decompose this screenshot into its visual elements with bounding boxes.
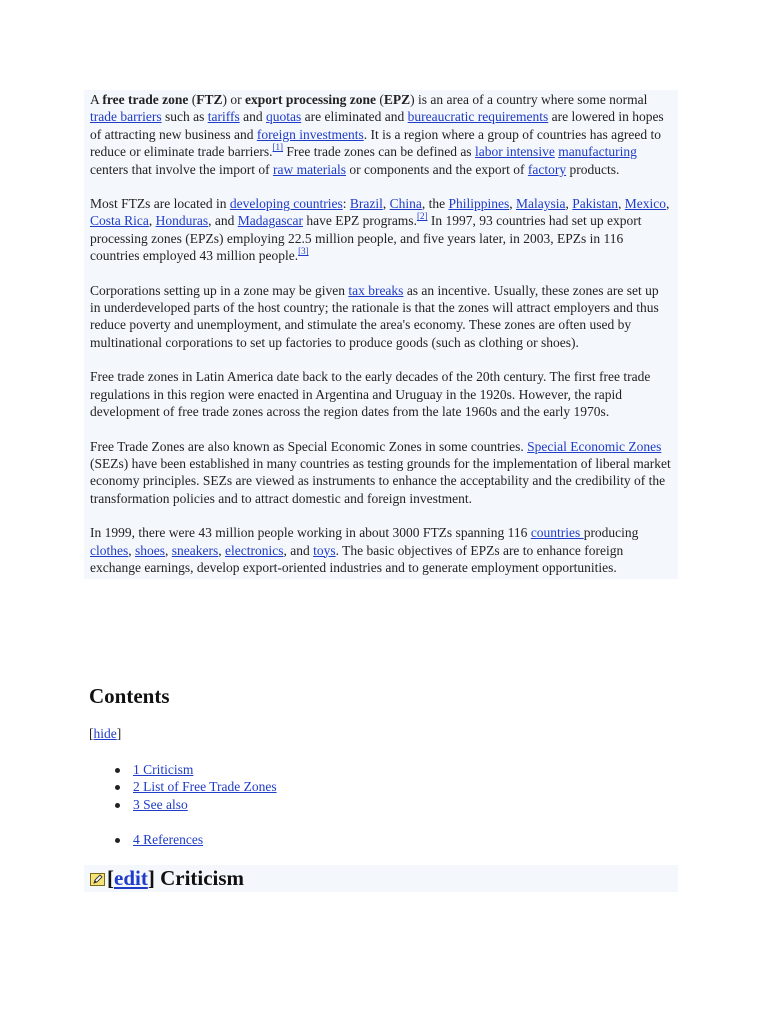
toc-item [115, 796, 277, 813]
criticism-heading-title: Criticism [154, 866, 245, 890]
contents-heading: Contents [89, 684, 170, 708]
criticism-section-heading: [edit] Criticism [84, 865, 678, 892]
link-china[interactable]: China [389, 196, 422, 212]
link-pakistan[interactable]: Pakistan [572, 196, 618, 212]
intro-paragraph-3: Corporations setting up in a zone may be given tax breaks as an incentive. Usually, these zones are set up in underdeveloped parts of the host country; the rationale is that the zones will attract employers and thus reduce poverty and unemployment, and stimulate the area's economy. These zones are often used by multinational corporations to set up factories to produce goods (such as clothing or shoes). [90, 282, 659, 350]
link-honduras[interactable]: Honduras [155, 213, 209, 229]
link-factory[interactable]: factory [527, 161, 567, 177]
term-epz: EPZ [383, 92, 411, 107]
term-export-processing-zone: export processing zone [245, 92, 376, 107]
link-developing-countries[interactable]: developing countries [229, 196, 343, 212]
link-trade-barriers[interactable]: trade barriers [90, 109, 162, 125]
link-sneakers[interactable]: sneakers [171, 542, 219, 558]
link-electronics[interactable]: electronics [224, 542, 284, 558]
intro-paragraph-2: Most FTZs are located in developing countries: Brazil, China, the Philippines, Malaysia, Pakistan, Mexico, Costa Rica, Honduras, and Madagascar have EPZ programs.[2] In 1997, 93 countries had set up export processing zones (EPZs) employing 22.5 million people, and five years later, in 2003, EPZs in 116 countries employed 43 million people.[3] [90, 196, 670, 264]
hide-link[interactable]: hide [93, 726, 117, 741]
link-special-economic-zones[interactable]: Special Economic Zones [527, 438, 662, 454]
pencil-edit-icon[interactable] [90, 873, 105, 886]
table-of-contents [115, 761, 277, 848]
toc-link-list-of-free-trade-zones[interactable]: 2 List of Free Trade Zones [133, 779, 277, 795]
link-foreign-investments[interactable]: foreign investments [256, 126, 364, 142]
link-countries[interactable]: countries [530, 525, 584, 541]
link-philippines[interactable]: Philippines [448, 196, 510, 212]
edit-section-link[interactable]: edit [114, 866, 148, 890]
reference-1-link[interactable]: [1] [272, 142, 284, 153]
intro-paragraph-5: Free Trade Zones are also known as Special Economic Zones in some countries. Special Economic Zones (SEZs) have been established in many countries as testing grounds for the implementation of liberal market economy principles. SEZs are viewed as instruments to enhance the acceptability and the credibility of the transformation policies and to attract domestic and foreign investment. [90, 438, 671, 506]
link-shoes[interactable]: shoes [135, 542, 165, 558]
toc-link-criticism[interactable]: 1 Criticism [133, 762, 194, 777]
article-body [84, 90, 678, 579]
toc-link-references[interactable]: 4 References [133, 831, 204, 847]
link-labor-intensive[interactable]: labor intensive [474, 144, 555, 160]
link-costa-rica[interactable]: Costa Rica [90, 213, 149, 229]
toc-item [115, 831, 277, 848]
link-clothes[interactable]: clothes [90, 542, 129, 558]
term-ftz: FTZ [196, 92, 223, 107]
reference-2-link[interactable]: [2] [416, 211, 428, 222]
toc-hide-toggle: [hide] [89, 726, 122, 741]
intro-paragraph-1: A free trade zone (FTZ) or export processing zone (EPZ) is an area of a country where some normal trade barriers such as tariffs and quotas are eliminated and bureaucratic requirements are lowered in hopes of attracting new business and foreign investments. It is a region where a group of countries has agreed to reduce or eliminate trade barriers.[1] Free trade zones can be defined as labor intensive manufacturing centers that involve the import of raw materials or components and the export of factory products. [90, 92, 664, 177]
link-raw-materials[interactable]: raw materials [272, 161, 347, 177]
link-madagascar[interactable]: Madagascar [237, 213, 303, 229]
intro-paragraph-4: Free trade zones in Latin America date back to the early decades of the 20th century. The first free trade regulations in this region were enacted in Argentina and Uruguay in the 1920s. However, the rapid development of free trade zones across the region dates from the late 1960s and the early 1970s. [90, 369, 651, 420]
link-brazil[interactable]: Brazil [349, 196, 383, 212]
link-bureaucratic-requirements[interactable]: bureaucratic requirements [407, 109, 549, 125]
link-malaysia[interactable]: Malaysia [516, 196, 566, 212]
link-quotas[interactable]: quotas [265, 109, 302, 125]
intro-paragraph-6: In 1999, there were 43 million people working in about 3000 FTZs spanning 116 countries producing clothes, shoes, sneakers, electronics, and toys. The basic objectives of EPZs are to enhance foreign exchange earnings, develop export-oriented industries and to generate employment opportunities. [90, 525, 639, 575]
link-tax-breaks[interactable]: tax breaks [348, 282, 404, 298]
toc-link-see-also[interactable]: 3 See also [133, 796, 188, 812]
link-toys[interactable]: toys [313, 542, 336, 558]
reference-3-link[interactable]: [3] [298, 246, 309, 257]
link-manufacturing[interactable]: manufacturing [558, 144, 637, 160]
toc-item [115, 778, 277, 795]
link-tariffs[interactable]: tariffs [207, 109, 240, 125]
link-mexico[interactable]: Mexico [624, 196, 666, 212]
term-free-trade-zone: free trade zone [102, 92, 189, 107]
toc-item [115, 761, 277, 778]
